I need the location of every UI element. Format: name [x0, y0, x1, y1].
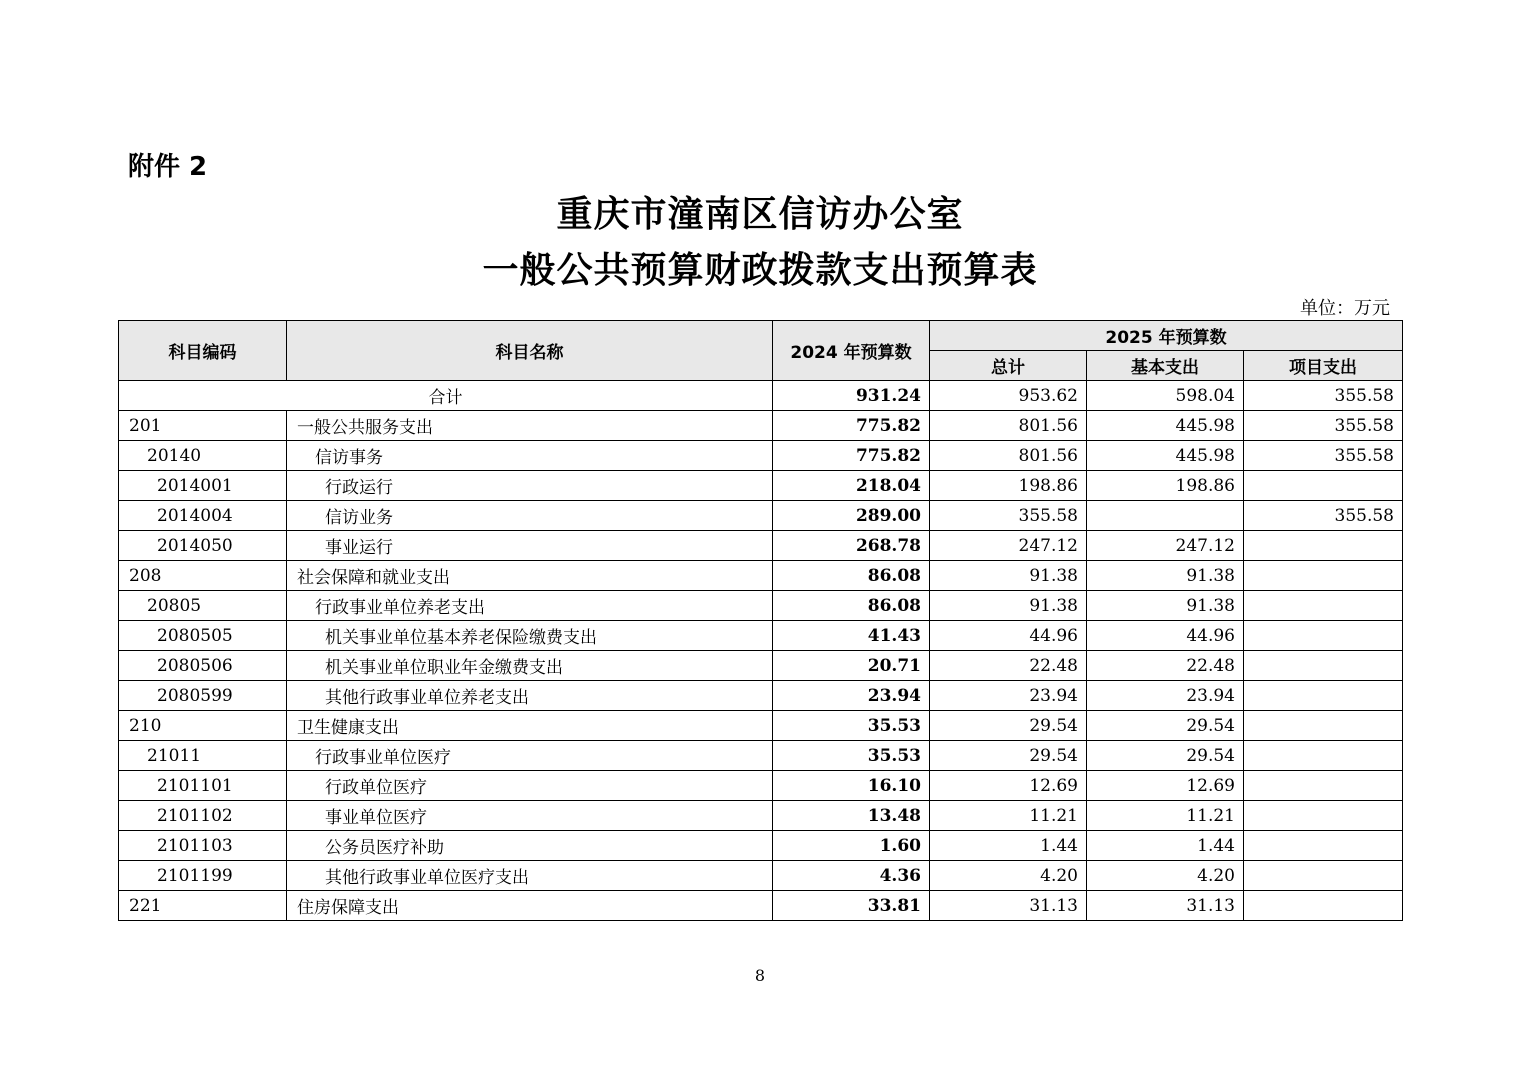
- budget-2024-cell: 35.53: [773, 711, 930, 741]
- total-cell: 29.54: [930, 741, 1087, 771]
- code-cell: 2014001: [119, 471, 287, 501]
- project-cell: [1244, 651, 1403, 681]
- project-cell: [1244, 831, 1403, 861]
- basic-cell: 29.54: [1087, 711, 1244, 741]
- project-cell: [1244, 681, 1403, 711]
- basic-cell: 445.98: [1087, 411, 1244, 441]
- project-cell: 355.58: [1244, 411, 1403, 441]
- name-cell: 机关事业单位职业年金缴费支出: [287, 651, 773, 681]
- total-total: 953.62: [930, 381, 1087, 411]
- code-cell: 21011: [119, 741, 287, 771]
- total-project: 355.58: [1244, 381, 1403, 411]
- budget-2024-cell: 23.94: [773, 681, 930, 711]
- budget-2024-cell: 775.82: [773, 411, 930, 441]
- code-cell: 2101102: [119, 801, 287, 831]
- budget-2024-cell: 289.00: [773, 501, 930, 531]
- total-cell: 4.20: [930, 861, 1087, 891]
- name-cell: 其他行政事业单位医疗支出: [287, 861, 773, 891]
- project-cell: [1244, 771, 1403, 801]
- header-budget-2024: 2024 年预算数: [773, 321, 930, 381]
- budget-2024-cell: 1.60: [773, 831, 930, 861]
- budget-2024-cell: 86.08: [773, 591, 930, 621]
- project-cell: [1244, 591, 1403, 621]
- table-row: [119, 621, 1403, 651]
- project-cell: [1244, 621, 1403, 651]
- table-row: [119, 531, 1403, 561]
- basic-cell: 44.96: [1087, 621, 1244, 651]
- header-code: 科目编码: [119, 321, 287, 381]
- total-cell: 11.21: [930, 801, 1087, 831]
- basic-cell: 91.38: [1087, 591, 1244, 621]
- budget-2024-cell: 16.10: [773, 771, 930, 801]
- code-cell: 2101101: [119, 771, 287, 801]
- code-cell: 20140: [119, 441, 287, 471]
- unit-label: 单位：万元: [1300, 298, 1390, 319]
- name-cell: 行政事业单位医疗: [287, 741, 773, 771]
- budget-2024-cell: 268.78: [773, 531, 930, 561]
- basic-cell: 198.86: [1087, 471, 1244, 501]
- table-row: [119, 861, 1403, 891]
- name-cell: 行政单位医疗: [287, 771, 773, 801]
- total-cell: 31.13: [930, 891, 1087, 921]
- total-cell: 355.58: [930, 501, 1087, 531]
- table-row: [119, 591, 1403, 621]
- total-cell: 1.44: [930, 831, 1087, 861]
- table-row: [119, 441, 1403, 471]
- total-cell: 198.86: [930, 471, 1087, 501]
- header-basic: 基本支出: [1087, 351, 1244, 381]
- code-cell: 2080599: [119, 681, 287, 711]
- code-cell: 2080506: [119, 651, 287, 681]
- name-cell: 住房保障支出: [287, 891, 773, 921]
- table-row: [119, 411, 1403, 441]
- basic-cell: 247.12: [1087, 531, 1244, 561]
- table-row: [119, 651, 1403, 681]
- basic-cell: 445.98: [1087, 441, 1244, 471]
- total-cell: 29.54: [930, 711, 1087, 741]
- header-project: 项目支出: [1244, 351, 1403, 381]
- table-row: [119, 741, 1403, 771]
- project-cell: [1244, 741, 1403, 771]
- header-name: 科目名称: [287, 321, 773, 381]
- total-cell: 801.56: [930, 441, 1087, 471]
- code-cell: 2101103: [119, 831, 287, 861]
- table-row: [119, 681, 1403, 711]
- name-cell: 信访事务: [287, 441, 773, 471]
- total-cell: 12.69: [930, 771, 1087, 801]
- code-cell: 201: [119, 411, 287, 441]
- table-row: [119, 501, 1403, 531]
- code-cell: 20805: [119, 591, 287, 621]
- total-row: [119, 381, 1403, 411]
- page-number: 8: [754, 966, 766, 985]
- project-cell: [1244, 801, 1403, 831]
- code-cell: 2080505: [119, 621, 287, 651]
- name-cell: 事业单位医疗: [287, 801, 773, 831]
- page-title-line1: 重庆市潼南区信访办公室: [556, 193, 964, 235]
- name-cell: 社会保障和就业支出: [287, 561, 773, 591]
- total-cell: 91.38: [930, 591, 1087, 621]
- project-cell: 355.58: [1244, 441, 1403, 471]
- code-cell: 208: [119, 561, 287, 591]
- name-cell: 行政运行: [287, 471, 773, 501]
- total-cell: 44.96: [930, 621, 1087, 651]
- table-row: [119, 561, 1403, 591]
- code-cell: 221: [119, 891, 287, 921]
- project-cell: [1244, 531, 1403, 561]
- budget-2024-cell: 4.36: [773, 861, 930, 891]
- header-row-1: [119, 321, 1403, 351]
- basic-cell: 22.48: [1087, 651, 1244, 681]
- table-row: [119, 471, 1403, 501]
- budget-2024-cell: 41.43: [773, 621, 930, 651]
- total-cell: 91.38: [930, 561, 1087, 591]
- code-cell: 2101199: [119, 861, 287, 891]
- project-cell: [1244, 891, 1403, 921]
- name-cell: 机关事业单位基本养老保险缴费支出: [287, 621, 773, 651]
- budget-2024-cell: 20.71: [773, 651, 930, 681]
- project-cell: [1244, 561, 1403, 591]
- basic-cell: 1.44: [1087, 831, 1244, 861]
- code-cell: 2014050: [119, 531, 287, 561]
- basic-cell: 91.38: [1087, 561, 1244, 591]
- project-cell: 355.58: [1244, 501, 1403, 531]
- basic-cell: 23.94: [1087, 681, 1244, 711]
- basic-cell: 12.69: [1087, 771, 1244, 801]
- name-cell: 信访业务: [287, 501, 773, 531]
- name-cell: 一般公共服务支出: [287, 411, 773, 441]
- table-row: [119, 891, 1403, 921]
- budget-2024-cell: 35.53: [773, 741, 930, 771]
- table-row: [119, 711, 1403, 741]
- total-cell: 22.48: [930, 651, 1087, 681]
- name-cell: 事业运行: [287, 531, 773, 561]
- basic-cell: 31.13: [1087, 891, 1244, 921]
- total-b2024: 931.24: [773, 381, 930, 411]
- name-cell: 卫生健康支出: [287, 711, 773, 741]
- total-basic: 598.04: [1087, 381, 1244, 411]
- total-label: 合计: [119, 381, 773, 411]
- basic-cell: 29.54: [1087, 741, 1244, 771]
- total-cell: 801.56: [930, 411, 1087, 441]
- basic-cell: 11.21: [1087, 801, 1244, 831]
- name-cell: 行政事业单位养老支出: [287, 591, 773, 621]
- page-title-line2: 一般公共预算财政拨款支出预算表: [482, 249, 1038, 291]
- total-cell: 23.94: [930, 681, 1087, 711]
- budget-table: [118, 320, 1403, 921]
- basic-cell: [1087, 501, 1244, 531]
- table-row: [119, 801, 1403, 831]
- name-cell: 其他行政事业单位养老支出: [287, 681, 773, 711]
- attachment-label: 附件 2: [128, 152, 208, 182]
- budget-2024-cell: 775.82: [773, 441, 930, 471]
- name-cell: 公务员医疗补助: [287, 831, 773, 861]
- total-cell: 247.12: [930, 531, 1087, 561]
- budget-2024-cell: 33.81: [773, 891, 930, 921]
- basic-cell: 4.20: [1087, 861, 1244, 891]
- code-cell: 2014004: [119, 501, 287, 531]
- table-row: [119, 771, 1403, 801]
- budget-2024-cell: 86.08: [773, 561, 930, 591]
- code-cell: 210: [119, 711, 287, 741]
- project-cell: [1244, 711, 1403, 741]
- header-budget-2025: 2025 年预算数: [930, 321, 1403, 351]
- budget-2024-cell: 218.04: [773, 471, 930, 501]
- project-cell: [1244, 471, 1403, 501]
- table-row: [119, 831, 1403, 861]
- header-total: 总计: [930, 351, 1087, 381]
- project-cell: [1244, 861, 1403, 891]
- budget-2024-cell: 13.48: [773, 801, 930, 831]
